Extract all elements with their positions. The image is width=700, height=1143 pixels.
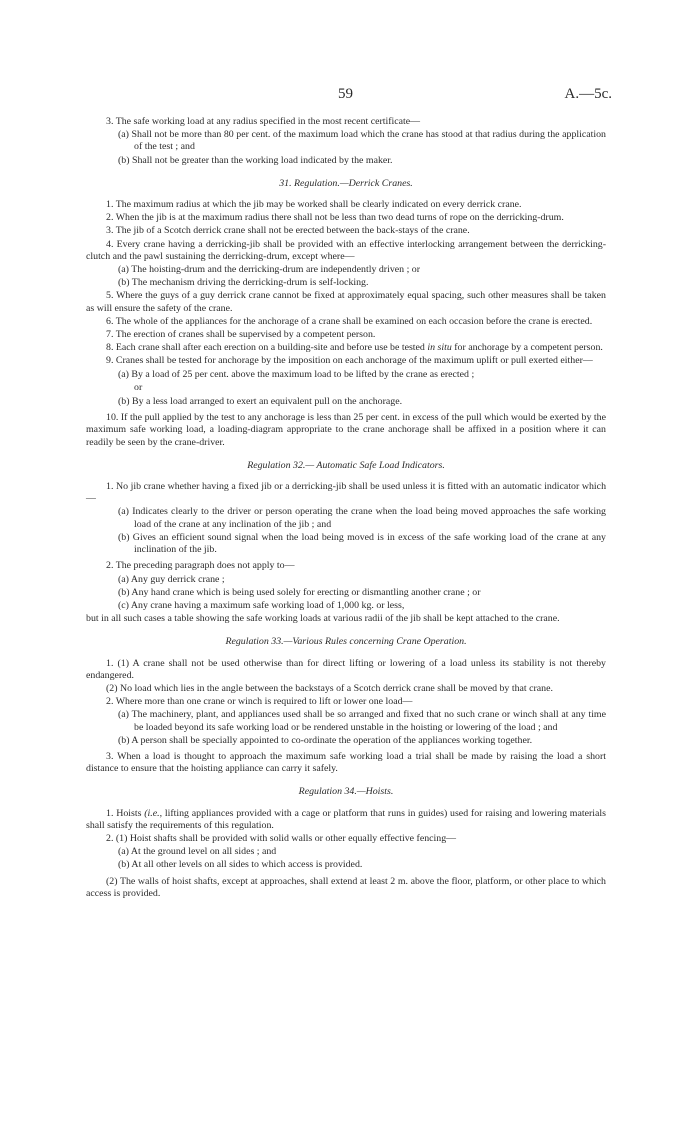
paragraph <box>86 808 606 832</box>
subparagraph: (b) The mechanism driving the derricking-drum is self-locking. <box>118 277 369 289</box>
paragraph: 2. (1) Hoist shafts shall be provided with solid walls or other equally effective fencing— <box>106 832 457 844</box>
paragraph: 1. No jib crane whether having a fixed jib or a derricking-jib shall be used unless it is fitted with an automatic indicator which— <box>86 481 606 505</box>
subparagraph: (a) At the ground level on all sides ; and <box>118 846 277 858</box>
subparagraph: (a) By a load of 25 per cent. above the maximum load to be lifted by the crane as erected ; <box>118 368 475 380</box>
page-header <box>0 86 700 104</box>
subparagraph: (b) By a less load arranged to exert an equivalent pull on the anchorage. <box>118 396 403 408</box>
italic-term: (i.e., <box>144 807 163 819</box>
paragraph <box>86 342 606 354</box>
paragraph: 3. The jib of a Scotch derrick crane shall not be erected between the back-stays of the crane. <box>106 225 470 237</box>
paragraph: 3. The safe working load at any radius specified in the most recent certificate— <box>106 116 421 127</box>
paragraph: 1. (1) A crane shall not be used otherwise than for direct lifting or lowering of a load unless its stability is not thereby endangered. <box>86 657 606 681</box>
paragraph: 2. The preceding paragraph does not apply to— <box>106 560 295 572</box>
subparagraph: (c) Any crane having a maximum safe working load of 1,000 kg. or less, <box>118 599 405 611</box>
subparagraph: (a) The machinery, plant, and appliances used shall be so arranged and fixed that no such crane or winch shall at any time be loaded beyond its safe working load or be rendered unstable in the hoisting or lowering of the load ; and <box>118 709 606 733</box>
paragraph: 10. If the pull applied by the test to any anchorage is less than 25 per cent. in excess of the pull which would be exerted by the maximum safe working load, a loading-diagram appropriate to the crane anchorage shall be affixed in a position where it can readily be seen by the crane-driver. <box>86 412 606 448</box>
paragraph: 3. When a load is thought to approach the maximum safe working load a trial shall be made by raising the load a short distance to ensure that the hoisting appliance can carry it safely. <box>86 750 606 775</box>
document-body <box>86 116 606 901</box>
section-heading: 31. Regulation.—Derrick Cranes. <box>279 177 413 189</box>
subparagraph: (b) Gives an efficient sound signal when the load being moved is in excess of the safe working load of the crane at any inclination of the jib. <box>118 531 606 556</box>
regulation-33 <box>86 636 606 775</box>
text-run: lifting appliances provided with a cage or platform that runs in guides) used for raising and lowering materials shall satisfy the requirements of this regulation. <box>86 807 607 831</box>
subparagraph: (b) Shall not be greater than the working load indicated by the maker. <box>118 154 393 166</box>
paragraph: 5. Where the guys of a guy derrick crane cannot be fixed at approximately equal spacing, such other measures shall be taken as will ensure the safety of the crane. <box>86 290 606 314</box>
text-run: for anchorage by a competent person. <box>451 342 603 354</box>
subparagraph: (b) Any hand crane which is being used solely for erecting or dismantling another crane ; or <box>118 586 481 598</box>
subparagraph: (a) Any guy derrick crane ; <box>118 573 225 585</box>
section-heading: Regulation 33.—Various Rules concerning Crane Operation. <box>225 636 467 648</box>
paragraph: (2) The walls of hoist shafts, except at approaches, shall extend at least 2 m. above the floor, platform, or other place to which access is provided. <box>86 875 606 899</box>
regulation-32 <box>86 460 606 625</box>
text-run: 8. Each crane shall after each erection on a building-site and before use be tested <box>106 342 428 354</box>
italic-term: in situ <box>427 342 452 354</box>
subparagraph: (a) Indicates clearly to the driver or person operating the crane when the load being moved approaches the safe working load of the crane at any inclination of the jib ; and <box>118 506 606 530</box>
paragraph: 6. The whole of the appliances for the anchorage of a crane shall be examined on each occasion before the crane is erected. <box>106 315 593 327</box>
paragraph: 1. The maximum radius at which the jib may be worked shall be clearly indicated on every derrick crane. <box>106 199 522 211</box>
page-number: 59 <box>338 86 353 102</box>
paragraph: but in all such cases a table showing the safe working loads at various radii of the jib shall be kept attached to the crane. <box>86 613 560 625</box>
subparagraph: (b) A person shall be specially appointed to co-ordinate the operation of the appliances working together. <box>118 734 533 746</box>
subparagraph: (a) The hoisting-drum and the derricking-drum are independently driven ; or <box>118 264 421 276</box>
paragraph: 4. Every crane having a derricking-jib shall be provided with an effective interlocking arrangement between the derricking-clutch and the pawl sustaining the derricking-drum, except where— <box>86 238 606 262</box>
conjunction: or <box>134 381 143 393</box>
regulation-31 <box>86 178 606 449</box>
section-heading: Regulation 32.— Automatic Safe Load Indicators. <box>247 459 445 471</box>
paragraph: 2. When the jib is at the maximum radius there shall not be less than two dead turns of rope on the derricking-drum. <box>106 212 564 224</box>
paragraph: 9. Cranes shall be tested for anchorage by the imposition on each anchorage of the maximum uplift or pull exerted either— <box>106 355 593 367</box>
section-heading: Regulation 34.—Hoists. <box>298 786 394 798</box>
regulation-34 <box>86 786 606 900</box>
subparagraph: (b) At all other levels on all sides to which access is provided. <box>118 859 363 871</box>
text-run: 1. Hoists <box>106 807 145 819</box>
document-reference: A.—5c. <box>564 86 612 102</box>
regulation-30-continuation <box>86 116 606 167</box>
paragraph: (2) No load which lies in the angle between the backstays of a Scotch derrick crane shall be moved by that crane. <box>106 682 553 694</box>
paragraph: 2. Where more than one crane or winch is required to lift or lower one load— <box>106 696 413 708</box>
subparagraph: (a) Shall not be more than 80 per cent. of the maximum load which the crane has stood at that radius during the application of the test ; and <box>118 129 606 153</box>
paragraph: 7. The erection of cranes shall be supervised by a competent person. <box>106 329 376 341</box>
